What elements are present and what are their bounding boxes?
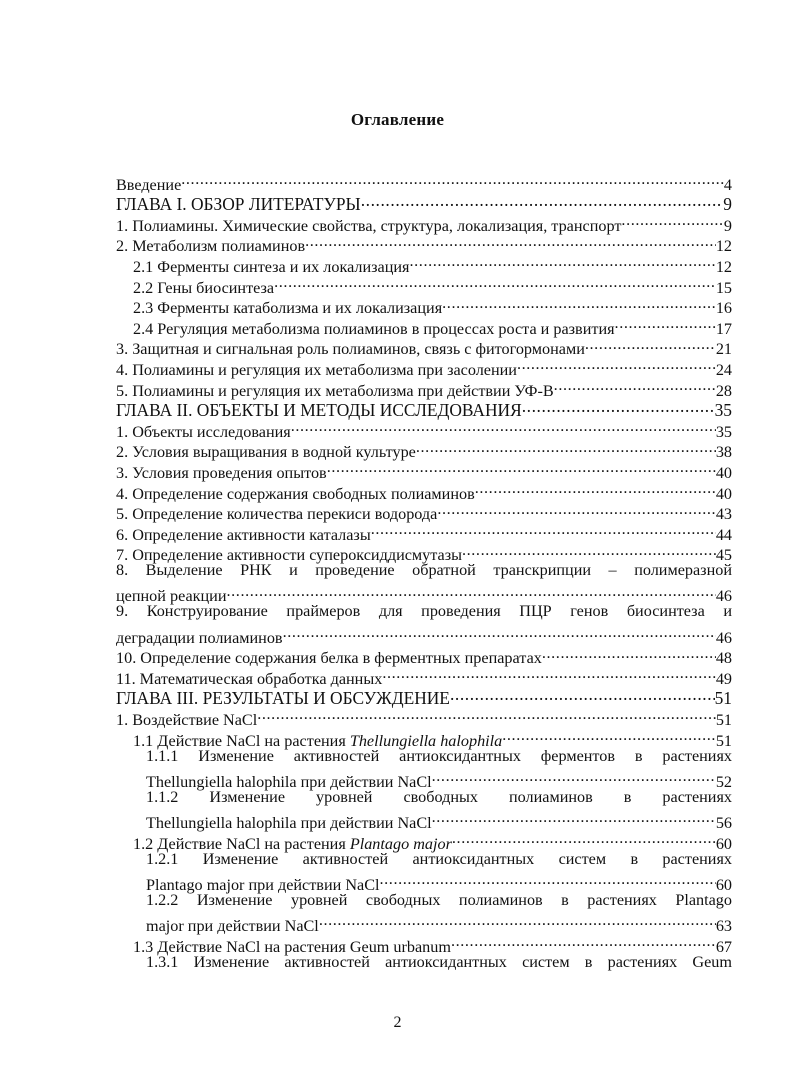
dot-leader (615, 313, 716, 334)
toc-page: 17 (715, 319, 732, 338)
dot-leader (382, 663, 716, 684)
toc-entry[interactable]: 2. Метаболизм полиаминов ..... 12 (116, 231, 732, 252)
toc-page: 51 (715, 731, 732, 750)
toc-entry-multiline[interactable]: 8. Выделение РНК и проведение обратной транскрипции – полимеразной цепной реакции ..... 46 (116, 560, 732, 601)
toc-chapter[interactable]: ГЛАВА III. РЕЗУЛЬТАТЫ И ОБСУЖДЕНИЕ ..... 51 (116, 684, 732, 705)
toc-page: 28 (715, 381, 732, 400)
dot-leader (502, 725, 716, 746)
dot-leader (462, 540, 716, 561)
toc-page: 16 (715, 299, 732, 318)
dot-leader (437, 499, 715, 520)
toc-text-line: 9. Конструирование праймеров для проведения ПЦР генов биосинтеза и (116, 602, 732, 621)
toc-entry-multiline[interactable]: 1.2.1 Изменение активностей антиоксидантных систем в растениях Plantago major при действии NaCl ..... 60 (116, 849, 732, 890)
toc-text-line: 8. Выделение РНК и проведение обратной транскрипции – полимеразной (116, 561, 732, 580)
toc-page: 35 (715, 422, 732, 441)
species-name: Thellungiella halophila (349, 731, 503, 750)
toc-page: 15 (715, 278, 732, 297)
toc-entry[interactable]: 3. Условия проведения опытов ..... 40 (116, 457, 732, 478)
toc-page: 40 (715, 463, 732, 482)
toc-entry[interactable]: 1.1 Действие NaCl на растения Thellungiella halophila ..... 51 (116, 725, 732, 746)
toc-page: 12 (715, 237, 732, 256)
toc-page: 38 (715, 443, 732, 462)
dot-leader (517, 354, 716, 375)
dot-leader (361, 190, 724, 211)
toc-text-line: 1.2.1 Изменение активностей антиоксидантных систем в растениях (146, 849, 732, 868)
toc-page: 46 (715, 628, 732, 647)
dot-leader (416, 437, 716, 458)
toc-page: 9 (723, 194, 732, 215)
dot-leader (410, 251, 716, 272)
toc-entry[interactable]: 10. Определение содержания белка в ферментных препаратах ..... 48 (116, 643, 732, 664)
dot-leader (291, 416, 716, 437)
toc-page: 4 (723, 175, 732, 194)
toc-entry[interactable]: 6. Определение активности каталазы ..... 44 (116, 519, 732, 540)
toc-page: 56 (715, 814, 732, 832)
toc-entry-multiline[interactable]: 9. Конструирование праймеров для проведения ПЦР генов биосинтеза и деградации полиаминов ..... 46 (116, 601, 732, 642)
dot-leader (371, 519, 716, 540)
toc-entry[interactable]: 1. Объекты исследования ..... 35 (116, 416, 732, 437)
toc-entry[interactable]: 7. Определение активности супероксиддисмутазы ..... 45 (116, 540, 732, 561)
toc-entry[interactable]: 11. Математическая обработка данных ..... 49 (116, 663, 732, 684)
toc-entry-multiline[interactable]: 1.2.2 Изменение уровней свободных полиаминов в растениях Plantago major при действии NaCl ..... 63 (116, 890, 732, 931)
dot-leader (451, 931, 716, 952)
toc-page: 9 (723, 216, 732, 235)
toc-entry[interactable]: 4. Определение содержания свободных полиаминов ..... 40 (116, 478, 732, 499)
toc-entry[interactable]: 5. Полиамины и регуляция их метаболизма при действии УФ-В ..... 28 (116, 375, 732, 396)
toc-entry[interactable]: 3. Защитная и сигнальная роль полиаминов, связь с фитогормонами ..... 21 (116, 334, 732, 355)
toc-entry[interactable]: 5. Определение количества перекиси водорода ..... 43 (116, 499, 732, 520)
dot-leader (305, 231, 716, 252)
dot-leader (227, 581, 716, 602)
toc-page: 63 (715, 916, 732, 935)
toc-page: 48 (715, 649, 732, 668)
toc-page: 35 (714, 400, 732, 421)
toc-entry[interactable]: 2.3 Ферменты катаболизма и их локализация ..... 16 (116, 293, 732, 314)
toc-page: 24 (715, 360, 732, 379)
toc-entry-multiline[interactable] (116, 952, 732, 973)
toc-entry[interactable]: 4. Полиамины и регуляция их метаболизма при засолении ..... 24 (116, 354, 732, 375)
toc-page: 67 (715, 937, 732, 956)
dot-leader (327, 457, 716, 478)
toc-entry-multiline[interactable]: 1.1.1 Изменение активностей антиоксидантных ферментов в растениях Thellungiella halophila при действии NaCl ..... 52 (116, 746, 732, 787)
toc-page: 21 (715, 340, 732, 359)
dot-leader (475, 478, 716, 499)
toc-page: 43 (715, 505, 732, 524)
toc-entry[interactable]: 1.3 Действие NaCl на растения Geum urbanum ..... 67 (116, 931, 732, 952)
dot-leader (283, 622, 716, 643)
toc-page: 51 (714, 688, 732, 709)
toc-page: 60 (715, 834, 732, 853)
toc-page: 12 (715, 257, 732, 276)
dot-leader (621, 210, 723, 231)
species-name: Plantago major (349, 834, 452, 853)
toc-page: 44 (715, 525, 732, 544)
toc-text-line: 1.2.2 Изменение уровней свободных полиаминов в растениях Plantago (146, 890, 732, 909)
dot-leader (319, 910, 716, 931)
toc-text-line: 1.1.1 Изменение активностей антиоксидантных ферментов в растениях (146, 746, 732, 765)
toc-chapter[interactable]: ГЛАВА I. ОБЗОР ЛИТЕРАТУРЫ ..... 9 (116, 190, 732, 211)
toc-chapter[interactable]: ГЛАВА II. ОБЪЕКТЫ И МЕТОДЫ ИССЛЕДОВАНИЯ ..... 35 (116, 396, 732, 417)
toc-entry-multiline[interactable]: 1.1.2 Изменение уровней свободных полиаминов в растениях Thellungiella halophila при действии NaCl ..... 56 (116, 787, 732, 828)
dot-leader (450, 684, 715, 705)
table-of-contents (116, 169, 732, 972)
dot-leader (554, 375, 716, 396)
toc-entry[interactable]: 2.4 Регуляция метаболизма полиаминов в процессах роста и развития ..... 17 (116, 313, 732, 334)
toc-page: 46 (715, 587, 732, 606)
toc-page: 51 (715, 711, 732, 730)
dot-leader (585, 334, 716, 355)
page-number: 2 (393, 1014, 402, 1031)
dot-leader (181, 169, 724, 190)
toc-entry[interactable]: 2.1 Ферменты синтеза и их локализация ..... 12 (116, 251, 732, 272)
dot-leader (452, 828, 716, 849)
dot-leader (522, 396, 715, 417)
toc-page: 60 (715, 875, 732, 894)
dot-leader (380, 869, 716, 890)
page-title: Оглавление (350, 110, 445, 129)
toc-page: 49 (715, 669, 732, 688)
dot-leader (257, 704, 716, 725)
toc-entry[interactable]: 2.2 Гены биосинтеза ..... 15 (116, 272, 732, 293)
toc-page: 52 (715, 772, 732, 791)
dot-leader (274, 272, 716, 293)
toc-entry[interactable]: 1. Полиамины. Химические свойства, структура, локализация, транспорт ..... 9 (116, 210, 732, 231)
dot-leader (442, 293, 716, 314)
dot-leader (542, 643, 716, 664)
dot-leader (432, 766, 716, 787)
toc-entry[interactable]: Введение ..... 4 (116, 169, 732, 190)
toc-entry[interactable]: 1.2 Действие NaCl на растения Plantago major ..... 60 (116, 828, 732, 849)
dot-leader (432, 807, 716, 828)
toc-page: 45 (715, 546, 732, 565)
toc-entry[interactable]: 1. Воздействие NaCl ..... 51 (116, 704, 732, 725)
toc-text-line: 1.1.2 Изменение уровней свободных полиаминов в растениях (146, 787, 732, 806)
toc-entry[interactable]: 2. Условия выращивания в водной культуре ..... 38 (116, 437, 732, 458)
toc-text-line: 1.3.1 Изменение активностей антиоксидантных систем в растениях Geum (146, 952, 732, 971)
toc-page: 40 (715, 484, 732, 503)
